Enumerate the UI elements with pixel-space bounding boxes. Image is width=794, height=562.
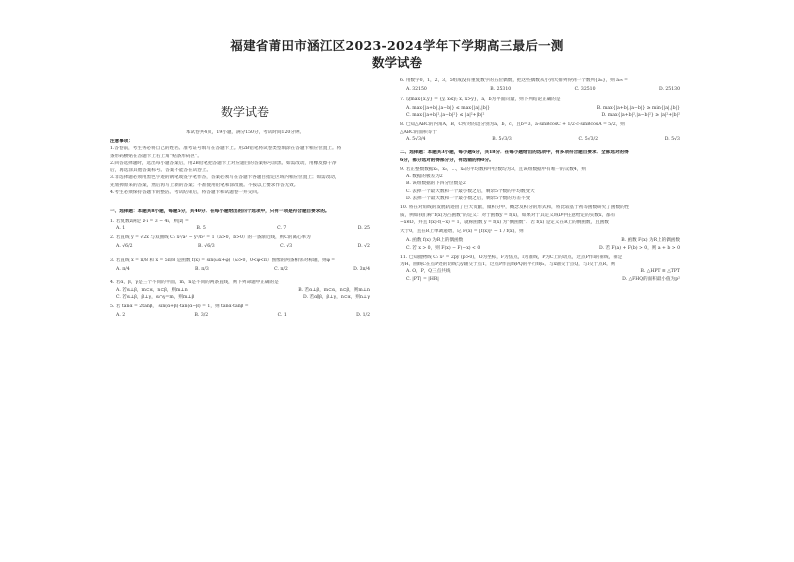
option-d: D. 去掉一个最大数和一个最小数之后，剩余5个数的方差不变 <box>406 195 531 201</box>
exam-info: 本试卷共4页，19小题，满分150分，考试时间120分钟。 <box>185 129 305 135</box>
option-b: B. max{|a+b|,|a−b|} ≥ min{|a|,|b|} <box>596 105 680 111</box>
option-d: D. 若α∥β，β⊥γ，n⊂α，则n⊥γ <box>303 294 370 300</box>
option-b: B. 5 <box>196 225 206 231</box>
section1-heading: 一、选择题：本题共8小题，每题5分，共40分．在每小题给出的四个选项中，只有一项是符合题目要求的。 <box>110 209 330 215</box>
exam-title: 福建省莆田市涵江区2023-2024学年下学期高三最后一测 <box>230 38 564 53</box>
option-b: B. 25310 <box>490 87 512 93</box>
section2-heading-cont: 6分，部分选对的得部分分，有选错的得0分。 <box>400 157 494 163</box>
question-4: 4. 若α，β，γ是三个不同的平面，m，n是不同的两条直线，则下列命题中正确的是 <box>110 280 279 286</box>
note-line: 2.回答选择题时，选出每小题答案后，用2B铅笔把答题卡上对应题目的答案标号涂黑。如需改动，用橡皮擦干净 <box>110 160 337 166</box>
question-8: 8. 已知△ABC的内角A，B，C所对的边分别为a，b，c，且b=3，a·sinBcosC + 1/2·c·sinBcosA = 5/2，则 <box>400 122 625 128</box>
option-a: A. 5√3/4 <box>406 136 426 142</box>
note-line: 3.非选择题必须用黑色字迹的钢笔或签字笔作答，答案必须写在答题卡各题目指定区域内相应位置上；如需改动， <box>110 175 340 181</box>
question-3: 3. 若直线 x = π/8 和 x = 5π/8 是函数 f(x) = sin(ωx+φ)（ω>0，0<φ<π）图像的两条相邻对称轴，则φ = <box>110 257 336 263</box>
option-b: B. 3/2 <box>194 313 209 319</box>
question-8-cont: △ABC的面积等于 <box>400 129 437 135</box>
note-line: 条形码横贴在答题卡上右上角“贴条形码区”。 <box>110 153 202 159</box>
option-d: D. √2 <box>357 244 370 250</box>
option-d: D. 25130 <box>658 87 680 93</box>
option-a: A. 若α⊥β，m⊂α，n⊂β，则m⊥n <box>116 287 188 293</box>
option-c: C. 去掉一个最大数和一个最小数之后，剩余5个数的平均数变大 <box>406 188 535 194</box>
option-d: D. 25 <box>357 225 370 231</box>
option-c: C. max{|a+b|²,|a−b|²} ≤ |a|²+|b|² <box>406 113 485 119</box>
option-b: B. △HPT ≅ △TPT <box>640 269 680 275</box>
question-1: 1. 若复数z满足 z·i = 3 − 4i，则|z| = <box>110 218 189 224</box>
note-line: 1.答卷前，考生务必将自己的姓名、准考证号填写在答题卡上。用2B铅笔将试卷类型填涂在答题卡相应位置上。将 <box>110 146 342 152</box>
question-10-cont: 质，例如我们称“f(x)为凸函数”的定义：对于函数y = f(x)，如果对于其定义域D中任意给定的实数x，都有 <box>400 212 616 218</box>
question-6: 6. 用数字0，1，2，3，5组成没有重复数字的五位偶数，把这些偶数从小到大排列得到一个数列{aₙ}，则 a₂₅ = <box>400 78 628 83</box>
option-c: C. 若 x > 0，则 F(x) − F(−x) < 0 <box>406 245 481 251</box>
option-a: A. max{|a+b|,|a−b|} ≤ max{|a|,|b|} <box>406 105 491 111</box>
question-10: 10. 将在对角线的发展轨迹由了巨大贡献，微积分中，概念及积分的形式和，将比较基于初等函数研究了函数的性 <box>400 205 630 211</box>
exam-subtitle: 数学试卷 <box>371 55 422 70</box>
option-c: C. 若α⊥β，β⊥γ，α∩γ=m，则m⊥β <box>116 294 195 300</box>
option-d: D. 若 F(a) + F(b) > 0，则 a + b > 0 <box>599 245 680 251</box>
q11-options-row2 <box>400 277 690 282</box>
option-a: A. O，P，Q三点共线 <box>406 269 451 275</box>
option-d: D. 5√3 <box>664 136 680 142</box>
left-column <box>110 78 380 319</box>
option-a: A. 数据的极差为2 <box>406 174 443 180</box>
question-10-cont: −x∈D，并且 f(x)·f(−x) = 1，就称函数 y = f(x) 为“倒函数”．若 f(x) 是定义在R上的倒函数，且函数 <box>400 219 609 225</box>
option-c: C. |PT| = |HR| <box>406 276 439 282</box>
right-column <box>400 78 690 282</box>
question-7: 7. 设max{x,y} = {y, x≤y; x, x>y}，a，b为平面向量，则下列结论正确的是 <box>400 96 561 102</box>
option-c: C. 32510 <box>574 87 596 93</box>
section2-heading: 二、选择题：本题共3小题，每小题6分，共18分．在每小题给出的选项中，有多项符合题目要求．全部选对的得 <box>400 150 629 156</box>
notes-title: 注意事项： <box>110 139 133 145</box>
note-line: 先划掉原来的答案，然后再写上新的答案；不准使用铅笔和涂改液。不按以上要求作答无效。 <box>110 182 299 188</box>
subject-heading: 数学试卷 <box>220 106 269 119</box>
option-d: D. 3π/4 <box>353 267 370 273</box>
option-c: C. π/2 <box>274 267 288 273</box>
option-a: A. π/4 <box>116 267 130 273</box>
option-b: B. 该组数据的下四分位数是2 <box>406 181 466 187</box>
question-11: 11. 已知抛物线 C: x² = 2py (p>0)，O为坐标，F为焦点，l为准线，P为C上的动点，过点P作l的垂线，垂足 <box>400 254 623 260</box>
option-d: D. 1/2 <box>356 313 370 319</box>
option-c: C. 7 <box>277 225 287 231</box>
option-a: A. 32150 <box>406 87 427 93</box>
question-9: 9. 若正整数数据x₁，x₂，…，xₙ的平均数和中位数均为3，且该组数据中有唯一的众数4，则 <box>400 166 586 172</box>
option-c: C. 1 <box>277 313 287 319</box>
option-a: A. 1 <box>116 225 126 231</box>
option-d: D. △FHQ的面积最小值为p² <box>622 276 680 282</box>
note-line: 后，再选涂其他答案标号。答案不能答在试卷上。 <box>110 168 212 174</box>
option-c: C. √3 <box>280 244 293 250</box>
option-b: B. 函数 F(x) 为R上的偶函数 <box>621 238 680 244</box>
option-a: A. 2 <box>116 313 126 319</box>
q5-options <box>110 313 380 318</box>
option-a: A. 函数 f(x) 为R上的偶函数 <box>406 238 464 244</box>
option-c: C. 5√3/2 <box>578 136 599 142</box>
option-b: B. 若α⊥β，m⊂α，n⊂β，则m⊥n <box>298 287 370 293</box>
question-2: 2. 若直线 y = √2x 与双曲线 C: x²/a² − y²/b² = 1（a>0，b>0）的一条渐近线，则C的离心率为 <box>110 235 311 241</box>
option-a: A. √6/2 <box>116 244 133 250</box>
note-line: 4.考生必须保持答题卡的整洁。考试结束后，将答题卡和试题卷一并交回。 <box>110 190 262 196</box>
question-5: 5. 若 tanα = 2tanβ， sin(α+β)·tan(α−β) = 1，则 tanα·tanβ = <box>110 304 249 310</box>
question-10-cont: 大于0，且在R上单调递增，记 F(x) = [f(x)]² − 1 / f(x)，则 <box>400 229 524 235</box>
option-b: B. 5√3/3 <box>492 136 512 142</box>
question-11-cont: 为H，曲线C在点P处的切线与y轴交于点T，过点P作直线PQ的平行线l₂，与x轴交于点Q，与l交于点R，则 <box>400 262 616 268</box>
option-b: B. π/3 <box>195 267 209 273</box>
option-d: D. max{|a+b|²,|a−b|²} ≥ |a|²+|b|² <box>601 113 680 119</box>
option-b: B. √6/3 <box>198 244 215 250</box>
